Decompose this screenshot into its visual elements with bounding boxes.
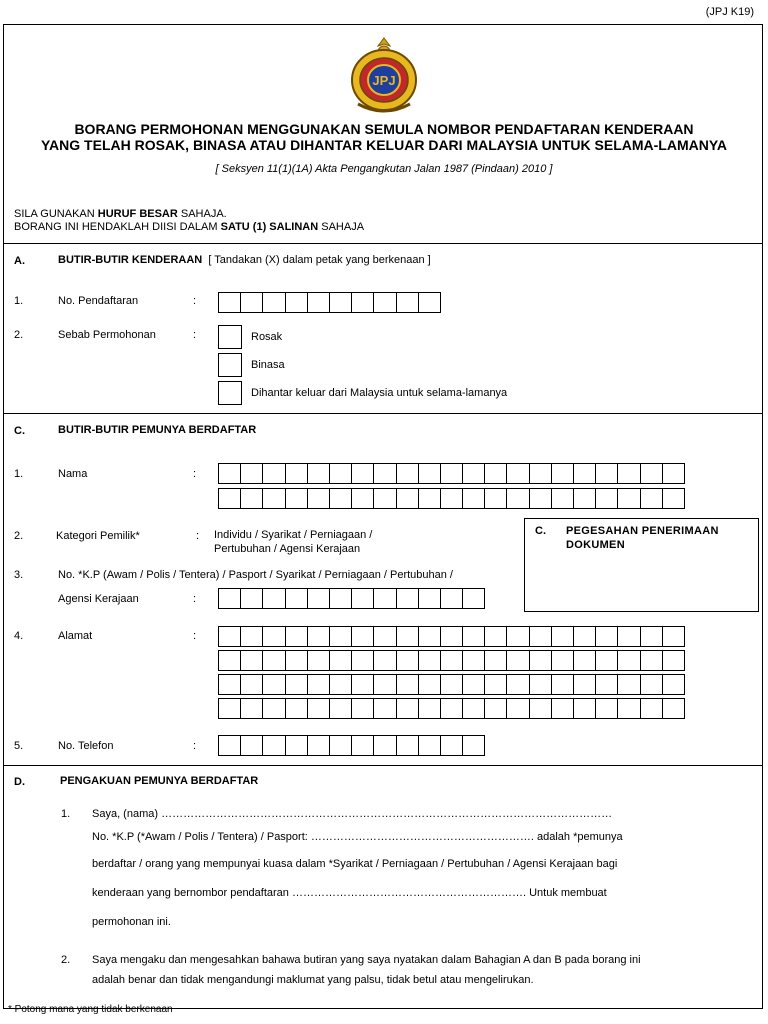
char-box[interactable] xyxy=(351,626,374,647)
char-box[interactable] xyxy=(373,626,396,647)
char-box[interactable] xyxy=(262,588,285,609)
item-number: 2. xyxy=(14,530,24,542)
instruction-line1: SILA GUNAKAN HURUF BESAR SAHAJA. xyxy=(14,208,227,220)
char-box[interactable] xyxy=(329,626,352,647)
char-box[interactable] xyxy=(484,674,507,695)
char-box[interactable] xyxy=(595,488,618,509)
section-a-heading: BUTIR-BUTIR KENDERAAN [ Tandakan (X) dalam petak yang berkenaan ] xyxy=(58,254,431,266)
item-number: 1. xyxy=(14,468,24,480)
char-box[interactable] xyxy=(218,626,241,647)
reason-option-rosak: Rosak xyxy=(251,331,283,343)
char-box[interactable] xyxy=(440,463,463,484)
char-box[interactable] xyxy=(351,735,374,756)
char-box[interactable] xyxy=(617,674,640,695)
char-box[interactable] xyxy=(551,463,574,484)
char-box[interactable] xyxy=(462,488,485,509)
char-box[interactable] xyxy=(418,488,441,509)
reason-option-export: Dihantar keluar dari Malaysia untuk selama-lamanya xyxy=(251,387,508,399)
char-box[interactable] xyxy=(484,698,507,719)
char-box[interactable] xyxy=(285,735,308,756)
section-c-heading: BUTIR-BUTIR PEMUNYA BERDAFTAR xyxy=(58,424,257,436)
char-box[interactable] xyxy=(240,735,263,756)
char-box[interactable] xyxy=(418,588,441,609)
char-box[interactable] xyxy=(307,650,330,671)
affirmation-line2: adalah benar dan tidak mengandungi maklumat yang palsu, tidak betul atau mengelirukan. xyxy=(92,974,534,986)
item-number: 4. xyxy=(14,630,24,642)
colon: : xyxy=(196,530,200,542)
declaration-line5: permohonan ini. xyxy=(92,916,171,928)
char-box[interactable] xyxy=(440,488,463,509)
char-box[interactable] xyxy=(595,463,618,484)
char-box[interactable] xyxy=(351,698,374,719)
char-box[interactable] xyxy=(440,626,463,647)
char-box[interactable] xyxy=(484,488,507,509)
char-box[interactable] xyxy=(240,588,263,609)
char-box[interactable] xyxy=(285,626,308,647)
char-box[interactable] xyxy=(595,698,618,719)
item-number: 1. xyxy=(14,295,24,307)
char-box[interactable] xyxy=(373,488,396,509)
char-box[interactable] xyxy=(329,674,352,695)
char-box[interactable] xyxy=(462,674,485,695)
char-box[interactable] xyxy=(551,650,574,671)
char-box[interactable] xyxy=(262,292,285,313)
char-box[interactable] xyxy=(240,650,263,671)
reason-checkbox-export[interactable] xyxy=(218,381,242,405)
reason-label: Sebab Permohonan xyxy=(58,329,156,341)
char-box[interactable] xyxy=(373,650,396,671)
char-box[interactable] xyxy=(617,650,640,671)
char-box[interactable] xyxy=(506,674,529,695)
char-box[interactable] xyxy=(373,463,396,484)
item-number: 2. xyxy=(14,329,24,341)
phone-label: No. Telefon xyxy=(58,740,114,752)
char-box[interactable] xyxy=(218,588,241,609)
char-box[interactable] xyxy=(440,588,463,609)
item-number: 3. xyxy=(14,569,24,581)
id-number-label: No. *K.P (Awam / Polis / Tentera) / Pasport / Syarikat / Perniagaan / Pertubuhan / xyxy=(58,569,453,581)
char-box[interactable] xyxy=(396,292,419,313)
colon: : xyxy=(193,329,197,341)
char-box[interactable] xyxy=(529,674,552,695)
divider xyxy=(3,765,763,766)
char-box[interactable] xyxy=(240,674,263,695)
char-box[interactable] xyxy=(418,463,441,484)
divider xyxy=(3,243,763,244)
char-box[interactable] xyxy=(262,698,285,719)
char-box[interactable] xyxy=(396,674,419,695)
colon: : xyxy=(193,630,197,642)
reason-checkbox-rosak[interactable] xyxy=(218,325,242,349)
char-box[interactable] xyxy=(329,735,352,756)
name-field-row2[interactable] xyxy=(218,488,684,509)
section-d-heading: PENGAKUAN PEMUNYA BERDAFTAR xyxy=(60,775,259,787)
reg-number-label: No. Pendaftaran xyxy=(58,295,139,307)
char-box[interactable] xyxy=(351,588,374,609)
owner-category-options: Individu / Syarikat / Perniagaan / xyxy=(214,529,373,541)
jpj-logo xyxy=(344,34,424,116)
owner-category-label: Kategori Pemilik* xyxy=(56,530,140,542)
char-box[interactable] xyxy=(396,626,419,647)
char-box[interactable] xyxy=(351,463,374,484)
char-box[interactable] xyxy=(662,463,685,484)
char-box[interactable] xyxy=(529,463,552,484)
reason-checkbox-binasa[interactable] xyxy=(218,353,242,377)
char-box[interactable] xyxy=(307,698,330,719)
char-box[interactable] xyxy=(240,626,263,647)
char-box[interactable] xyxy=(418,735,441,756)
reg-number-field[interactable] xyxy=(218,292,440,313)
colon: : xyxy=(193,593,197,605)
char-box[interactable] xyxy=(462,588,485,609)
section-a-letter: A. xyxy=(14,255,25,267)
char-box[interactable] xyxy=(462,650,485,671)
char-box[interactable] xyxy=(329,292,352,313)
char-box[interactable] xyxy=(573,674,596,695)
name-label: Nama xyxy=(58,468,88,480)
char-box[interactable] xyxy=(640,650,663,671)
char-box[interactable] xyxy=(240,488,263,509)
char-box[interactable] xyxy=(617,463,640,484)
char-box[interactable] xyxy=(285,292,308,313)
char-box[interactable] xyxy=(529,488,552,509)
char-box[interactable] xyxy=(595,650,618,671)
paragraph-number: 1. xyxy=(61,808,71,820)
reason-option-binasa: Binasa xyxy=(251,359,285,371)
char-box[interactable] xyxy=(373,735,396,756)
char-box[interactable] xyxy=(218,463,241,484)
address-label: Alamat xyxy=(58,630,93,642)
char-box[interactable] xyxy=(506,463,529,484)
declaration-line4: kenderaan yang bernombor pendaftaran ………………………………………………………. Untuk membuat xyxy=(92,887,607,899)
char-box[interactable] xyxy=(351,488,374,509)
colon: : xyxy=(193,468,197,480)
char-box[interactable] xyxy=(351,674,374,695)
char-box[interactable] xyxy=(640,674,663,695)
char-box[interactable] xyxy=(595,626,618,647)
declaration-line1: Saya, (nama) …………………………………………………………………………………………………………… xyxy=(92,808,613,820)
char-box[interactable] xyxy=(529,650,552,671)
address-field-row1[interactable] xyxy=(218,626,684,647)
char-box[interactable] xyxy=(662,488,685,509)
char-box[interactable] xyxy=(262,626,285,647)
char-box[interactable] xyxy=(396,588,419,609)
form-title-line2: YANG TELAH ROSAK, BINASA ATAU DIHANTAR KELUAR DARI MALAYSIA UNTUK SELAMA-LAMANYA xyxy=(41,137,727,153)
char-box[interactable] xyxy=(529,698,552,719)
char-box[interactable] xyxy=(307,735,330,756)
form-code: (JPJ K19) xyxy=(705,6,754,18)
char-box[interactable] xyxy=(262,463,285,484)
char-box[interactable] xyxy=(329,698,352,719)
instruction-line2: BORANG INI HENDAKLAH DIISI DALAM SATU (1) SALINAN SAHAJA xyxy=(14,221,365,233)
char-box[interactable] xyxy=(396,488,419,509)
char-box[interactable] xyxy=(551,626,574,647)
char-box[interactable] xyxy=(240,698,263,719)
char-box[interactable] xyxy=(440,698,463,719)
address-field-row3[interactable] xyxy=(218,674,684,695)
char-box[interactable] xyxy=(484,463,507,484)
char-box[interactable] xyxy=(307,463,330,484)
char-box[interactable] xyxy=(396,650,419,671)
item-number: 5. xyxy=(14,740,24,752)
char-box[interactable] xyxy=(262,735,285,756)
char-box[interactable] xyxy=(440,650,463,671)
char-box[interactable] xyxy=(373,292,396,313)
paragraph-number: 2. xyxy=(61,954,71,966)
char-box[interactable] xyxy=(506,488,529,509)
id-number-field[interactable] xyxy=(218,588,484,609)
section-c-letter: C. xyxy=(14,425,25,437)
char-box[interactable] xyxy=(573,650,596,671)
char-box[interactable] xyxy=(307,292,330,313)
char-box[interactable] xyxy=(595,674,618,695)
footnote: * Potong mana yang tidak berkenaan xyxy=(8,1004,173,1015)
char-box[interactable] xyxy=(662,698,685,719)
declaration-line3: berdaftar / orang yang mempunyai kuasa dalam *Syarikat / Perniagaan / Pertubuhan / Agensi Kerajaan bagi xyxy=(92,858,618,870)
char-box[interactable] xyxy=(640,626,663,647)
char-box[interactable] xyxy=(617,698,640,719)
char-box[interactable] xyxy=(373,674,396,695)
address-field-row4[interactable] xyxy=(218,698,684,719)
char-box[interactable] xyxy=(662,674,685,695)
char-box[interactable] xyxy=(440,674,463,695)
char-box[interactable] xyxy=(573,488,596,509)
char-box[interactable] xyxy=(418,626,441,647)
char-box[interactable] xyxy=(351,650,374,671)
char-box[interactable] xyxy=(285,463,308,484)
char-box[interactable] xyxy=(329,463,352,484)
char-box[interactable] xyxy=(218,698,241,719)
id-number-label-2: Agensi Kerajaan xyxy=(58,593,139,605)
char-box[interactable] xyxy=(329,650,352,671)
section-d-letter: D. xyxy=(14,776,25,788)
name-field-row1[interactable] xyxy=(218,463,684,484)
char-box[interactable] xyxy=(662,650,685,671)
colon: : xyxy=(193,295,197,307)
char-box[interactable] xyxy=(351,292,374,313)
char-box[interactable] xyxy=(462,626,485,647)
char-box[interactable] xyxy=(462,463,485,484)
receipt-box-title: PEGESAHAN PENERIMAAN xyxy=(566,525,719,537)
char-box[interactable] xyxy=(373,698,396,719)
char-box[interactable] xyxy=(218,488,241,509)
char-box[interactable] xyxy=(240,463,263,484)
receipt-box-letter: C. xyxy=(535,525,546,537)
char-box[interactable] xyxy=(573,463,596,484)
char-box[interactable] xyxy=(506,698,529,719)
char-box[interactable] xyxy=(218,674,241,695)
char-box[interactable] xyxy=(462,698,485,719)
char-box[interactable] xyxy=(218,292,241,313)
address-field-row2[interactable] xyxy=(218,650,684,671)
char-box[interactable] xyxy=(617,626,640,647)
char-box[interactable] xyxy=(285,488,308,509)
receipt-box-title-2: DOKUMEN xyxy=(566,539,625,551)
law-reference: [ Seksyen 11(1)(1A) Akta Pengangkutan Jalan 1987 (Pindaan) 2010 ] xyxy=(215,163,553,175)
char-box[interactable] xyxy=(418,674,441,695)
char-box[interactable] xyxy=(218,735,241,756)
char-box[interactable] xyxy=(640,698,663,719)
char-box[interactable] xyxy=(418,650,441,671)
char-box[interactable] xyxy=(218,650,241,671)
colon: : xyxy=(193,740,197,752)
divider xyxy=(3,413,763,414)
form-title-line1: BORANG PERMOHONAN MENGGUNAKAN SEMULA NOMBOR PENDAFTARAN KENDERAAN xyxy=(74,121,694,137)
char-box[interactable] xyxy=(418,698,441,719)
declaration-line2: No. *K.P (*Awam / Polis / Tentera) / Pasport: ……………………………………………………. adalah *pemunya xyxy=(92,831,623,843)
char-box[interactable] xyxy=(329,488,352,509)
char-box[interactable] xyxy=(262,650,285,671)
svg-text:JPJ: JPJ xyxy=(372,73,396,88)
char-box[interactable] xyxy=(462,735,485,756)
char-box[interactable] xyxy=(307,588,330,609)
char-box[interactable] xyxy=(396,463,419,484)
char-box[interactable] xyxy=(617,488,640,509)
char-box[interactable] xyxy=(285,674,308,695)
char-box[interactable] xyxy=(285,698,308,719)
char-box[interactable] xyxy=(529,626,552,647)
char-box[interactable] xyxy=(240,292,263,313)
char-box[interactable] xyxy=(573,698,596,719)
char-box[interactable] xyxy=(551,674,574,695)
char-box[interactable] xyxy=(484,650,507,671)
phone-field[interactable] xyxy=(218,735,484,756)
char-box[interactable] xyxy=(373,588,396,609)
char-box[interactable] xyxy=(551,698,574,719)
char-box[interactable] xyxy=(396,735,419,756)
char-box[interactable] xyxy=(662,626,685,647)
char-box[interactable] xyxy=(440,735,463,756)
char-box[interactable] xyxy=(506,626,529,647)
char-box[interactable] xyxy=(307,674,330,695)
char-box[interactable] xyxy=(329,588,352,609)
owner-category-options-2: Pertubuhan / Agensi Kerajaan xyxy=(214,543,361,555)
char-box[interactable] xyxy=(484,626,507,647)
char-box[interactable] xyxy=(262,488,285,509)
char-box[interactable] xyxy=(396,698,419,719)
char-box[interactable] xyxy=(307,488,330,509)
char-box[interactable] xyxy=(418,292,441,313)
char-box[interactable] xyxy=(506,650,529,671)
char-box[interactable] xyxy=(551,488,574,509)
char-box[interactable] xyxy=(285,588,308,609)
affirmation-line1: Saya mengaku dan mengesahkan bahawa butiran yang saya nyatakan dalam Bahagian A dan B pada borang ini xyxy=(92,954,641,966)
char-box[interactable] xyxy=(573,626,596,647)
char-box[interactable] xyxy=(640,463,663,484)
char-box[interactable] xyxy=(285,650,308,671)
char-box[interactable] xyxy=(640,488,663,509)
char-box[interactable] xyxy=(307,626,330,647)
char-box[interactable] xyxy=(262,674,285,695)
